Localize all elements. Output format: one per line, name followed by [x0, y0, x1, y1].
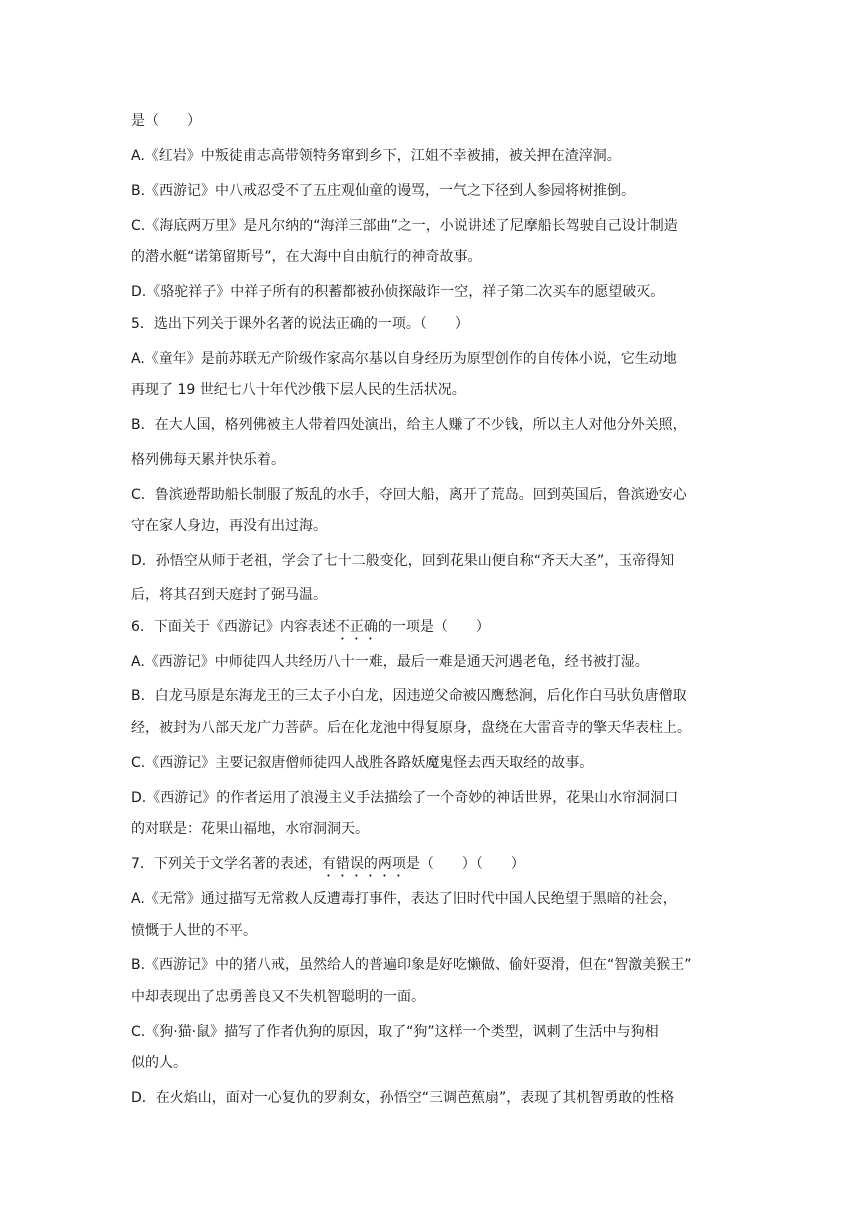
option-c: C.《海底两万里》是凡尔纳的“海洋三部曲”之一，小说讲述了尼摩船长驾驶自己设计制造 — [131, 218, 678, 234]
question-7 — [131, 854, 741, 880]
q6-text-after: 的一项是（ ） — [377, 619, 490, 635]
q7-option-a-cont: 愤慨于人世的不平。 — [131, 923, 257, 939]
q5-option-c-cont: 守在家人身边，再没有出过海。 — [131, 518, 327, 534]
q7-option-b-cont: 中却表现出了忠勇善良又不失机智聪明的一面。 — [131, 989, 425, 1005]
continuation-text: 是（ ） — [131, 113, 201, 129]
q7-emphasis: 有错误的两项 — [321, 856, 406, 872]
q7-option-a: A.《无常》通过描写无常救人反遭毒打事件，表达了旧时代中国人民绝望于黑暗的社会， — [131, 891, 677, 907]
q5-option-a: A.《童年》是前苏联无产阶级作家高尔基以自身经历为原型创作的自传体小说，它生动地 — [131, 351, 677, 367]
q5-option-d-cont: 后，将其召到天庭封了弼马温。 — [131, 587, 327, 603]
q6-emphasis: 不正确 — [335, 619, 378, 635]
q7-text-after: 是（ ）（ ） — [405, 856, 525, 872]
q6-option-c: C.《西游记》主要记叙唐僧师徒四人战胜各路妖魔鬼怪去西天取经的故事。 — [131, 755, 594, 771]
q5-option-c: C．鲁滨逊帮助船长制服了叛乱的水手，夺回大船，离开了荒岛。回到英国后，鲁滨逊安心 — [131, 487, 687, 503]
question-6 — [131, 617, 741, 643]
q6-option-a: A.《西游记》中师徒四人共经历八十一难，最后一难是通天河遇老龟，经书被打湿。 — [131, 654, 649, 670]
q5-option-b-cont: 格列佛每天累并快乐着。 — [131, 452, 285, 468]
q7-text-before: 7．下列关于文学名著的表述， — [131, 856, 322, 872]
q5-option-b: B．在大人国，格列佛被主人带着四处演出，给主人赚了不少钱，所以主人对他分外关照， — [131, 417, 687, 433]
q6-text-before: 6．下面关于《西游记》内容表述 — [131, 619, 336, 635]
question-5: 5．选出下列关于课外名著的说法正确的一项。（ ） — [131, 316, 469, 332]
q7-option-d: D．在火焰山，面对一心复仇的罗刹女，孙悟空“三调芭蕉扇”，表现了其机智勇敢的性格 — [131, 1090, 675, 1106]
q5-option-a-cont: 再现了 19 世纪七八十年代沙俄下层人民的生活状况。 — [131, 382, 466, 398]
q6-option-b-cont: 经，被封为八部天龙广力菩萨。后在化龙池中得复原身，盘绕在大雷音寺的擎天华表柱上。 — [131, 720, 691, 736]
q7-option-b: B.《西游记》中的猪八戒，虽然给人的普遍印象是好吃懒做、偷奸耍滑，但在“智激美猴王” — [131, 957, 692, 973]
option-b: B.《西游记》中八戒忍受不了五庄观仙童的谩骂，一气之下径到人参园将树推倒。 — [131, 183, 636, 199]
q6-option-b: B．白龙马原是东海龙王的三太子小白龙，因违逆父命被囚鹰愁涧，后化作白马驮负唐僧取 — [131, 688, 687, 704]
option-c-cont: 的潜水艇“诺第留斯号”，在大海中自由航行的神奇故事。 — [131, 249, 482, 265]
q6-option-d: D.《西游记》的作者运用了浪漫主义手法描绘了一个奇妙的神话世界，花果山水帘洞洞口 — [131, 790, 679, 806]
q6-option-d-cont: 的对联是：花果山福地，水帘洞洞天。 — [131, 821, 369, 837]
q7-option-c: C.《狗·猫·鼠》描写了作者仇狗的原因，取了“狗”这样一个类型，讽刺了生活中与狗相 — [131, 1024, 659, 1040]
q5-option-d: D．孙悟空从师于老祖，学会了七十二般变化，回到花果山便自称“齐天大圣”，玉帝得知 — [131, 553, 675, 569]
option-a: A.《红岩》中叛徒甫志高带领特务窜到乡下，江姐不幸被捕，被关押在渣滓洞。 — [131, 148, 621, 164]
q7-option-c-cont: 似的人。 — [131, 1055, 187, 1071]
option-d: D.《骆驼祥子》中祥子所有的积蓄都被孙侦探敲诈一空，祥子第二次买车的愿望破灭。 — [131, 284, 665, 300]
